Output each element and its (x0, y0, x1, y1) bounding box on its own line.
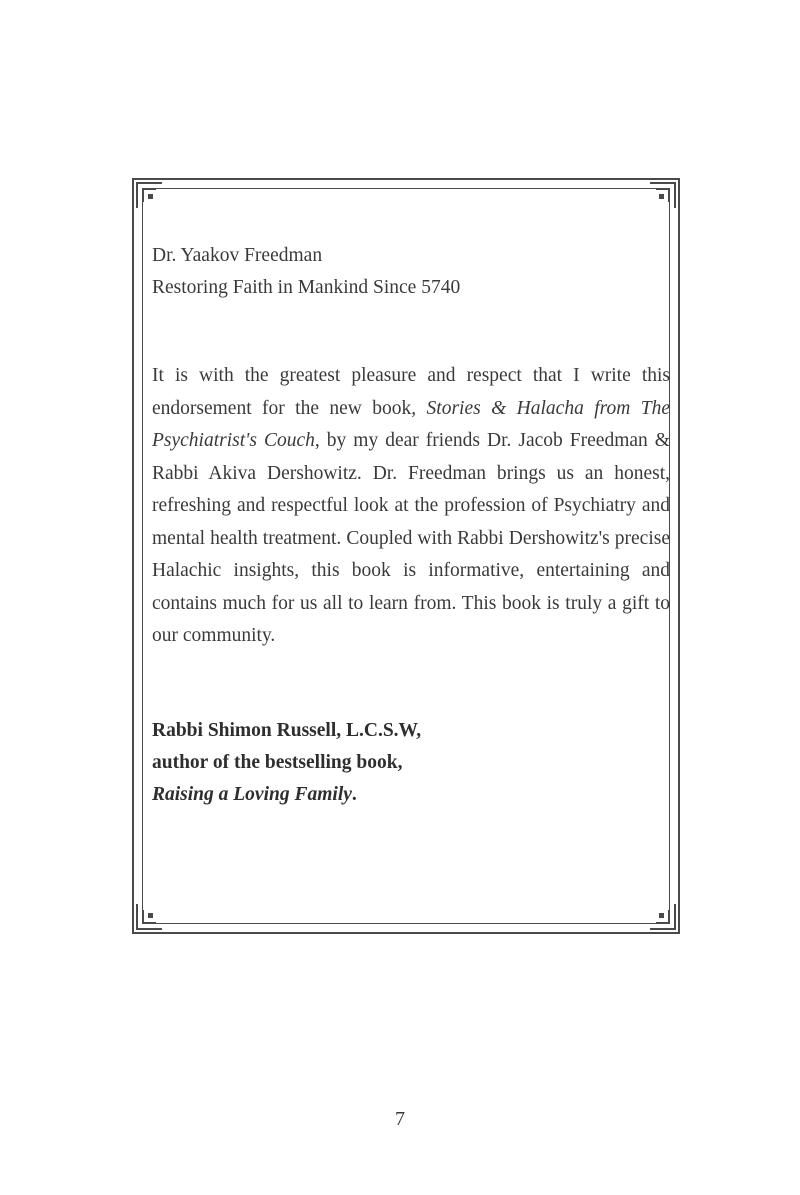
book-title: Stories & Halacha from The Psychiatrist's Couch (152, 397, 670, 451)
signature-name: Rabbi Shimon Russell, L.C.S.W, (152, 719, 422, 741)
signature-book-period: . (351, 783, 357, 805)
endorsement-body-part1: It is with the greatest pleasure and respect that I write this endorsement for the new book, (152, 365, 670, 419)
signature-block (152, 715, 670, 811)
corner-ornament-bottom-left-icon (136, 892, 174, 930)
corner-ornament-bottom-right-icon (638, 892, 676, 930)
signature-book-title: Raising a Loving Family (152, 783, 352, 805)
page-number: 7 (395, 1108, 405, 1130)
letter-content (152, 240, 670, 811)
signature-book-line (152, 779, 670, 811)
corner-ornament-top-left-icon (136, 182, 174, 220)
letterhead-name: Dr. Yaakov Freedman (152, 245, 323, 266)
letterhead (152, 240, 670, 304)
corner-ornament-top-right-icon (638, 182, 676, 220)
endorsement-body-part2: , by my dear friends Dr. Jacob Freedman & Rabbi Akiva Dershowitz. Dr. Freedman brings us an honest, refreshing and respectful look at the profession of Psychiatry and mental health treatment. Coupled with Rabbi Dershowitz's precise Halachic insights, this book is informative, entertaining and contains much for us all to learn from. This book is truly a gift to our community. (152, 430, 670, 646)
endorsement-body (152, 360, 670, 653)
letterhead-tagline: Restoring Faith in Mankind Since 5740 (152, 277, 461, 298)
signature-role: author of the bestselling book, (152, 751, 403, 773)
